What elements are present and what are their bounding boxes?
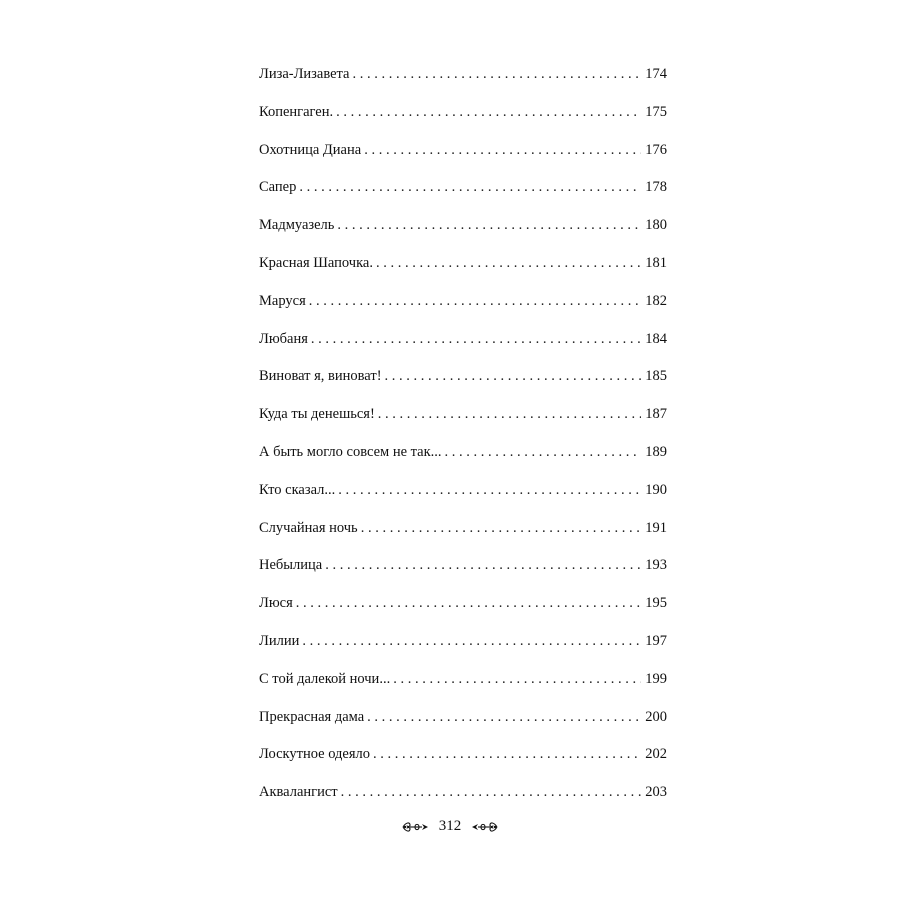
dot-leader bbox=[336, 94, 641, 132]
toc-entry-page: 174 bbox=[645, 66, 667, 82]
toc-entry-page: 191 bbox=[645, 519, 667, 536]
toc-entry-title: Лиза-Лизавета bbox=[259, 66, 350, 82]
toc-entry bbox=[259, 434, 667, 472]
page-number: 312 bbox=[438, 818, 462, 834]
toc-entry bbox=[259, 510, 667, 548]
dot-leader bbox=[445, 434, 642, 472]
toc-entry-title: Куда ты денешься! bbox=[259, 406, 375, 423]
toc-entry-title: Люся bbox=[259, 595, 293, 612]
page-footer bbox=[0, 818, 900, 835]
toc-entry-title: Небылица bbox=[259, 557, 323, 574]
toc-entry bbox=[259, 207, 667, 245]
dot-leader bbox=[378, 396, 641, 434]
toc-entry-page: 195 bbox=[645, 595, 667, 612]
toc-entry bbox=[259, 132, 667, 170]
toc-entry-page: 190 bbox=[645, 481, 667, 498]
toc-entry-page: 182 bbox=[645, 292, 667, 309]
toc-entry-title: А быть могло совсем не так... bbox=[259, 443, 442, 460]
dot-leader bbox=[385, 358, 642, 396]
dot-leader bbox=[361, 510, 642, 548]
toc-entry bbox=[259, 774, 667, 812]
toc-entry-title: Виноват я, виноват! bbox=[259, 368, 382, 385]
toc-entry bbox=[259, 358, 667, 396]
toc-entry bbox=[259, 547, 667, 585]
toc-entry bbox=[259, 169, 667, 207]
right-flourish-icon bbox=[469, 819, 499, 835]
toc-entry-page: 189 bbox=[645, 443, 667, 460]
table-of-contents bbox=[259, 56, 667, 812]
toc-entry bbox=[259, 736, 667, 774]
toc-entry-title: Охотница Диана bbox=[259, 141, 362, 158]
toc-entry-page: 175 bbox=[645, 103, 667, 120]
toc-entry-page: 184 bbox=[645, 330, 667, 347]
dot-leader bbox=[367, 699, 641, 737]
toc-entry bbox=[259, 283, 667, 321]
dot-leader bbox=[373, 736, 641, 774]
toc-entry-page: 185 bbox=[645, 368, 667, 385]
toc-entry bbox=[259, 321, 667, 359]
toc-entry-title: Случайная ночь bbox=[259, 519, 358, 536]
toc-entry-title: Красная Шапочка. bbox=[259, 254, 373, 271]
toc-entry-page: 200 bbox=[645, 708, 667, 725]
dot-leader bbox=[376, 245, 641, 283]
toc-entry bbox=[259, 245, 667, 283]
dot-leader bbox=[302, 623, 641, 661]
toc-entry bbox=[259, 56, 667, 94]
dot-leader bbox=[325, 547, 641, 585]
toc-entry-title: Кто сказал... bbox=[259, 481, 336, 498]
toc-entry-title: Лилии bbox=[259, 632, 300, 649]
toc-entry bbox=[259, 623, 667, 661]
toc-entry-page: 203 bbox=[645, 784, 667, 801]
toc-entry-title: С той далекой ночи... bbox=[259, 670, 391, 687]
toc-entry-page: 176 bbox=[645, 141, 667, 158]
dot-leader bbox=[299, 169, 641, 207]
toc-entry-title: Аквалангист bbox=[259, 784, 338, 801]
dot-leader bbox=[309, 283, 642, 321]
toc-entry bbox=[259, 472, 667, 510]
toc-entry-page: 199 bbox=[645, 670, 667, 687]
toc-entry-page: 193 bbox=[645, 557, 667, 574]
toc-entry-page: 187 bbox=[645, 406, 667, 423]
toc-entry bbox=[259, 396, 667, 434]
toc-entry bbox=[259, 699, 667, 737]
dot-leader bbox=[338, 472, 641, 510]
toc-entry bbox=[259, 661, 667, 699]
toc-entry-title: Лоскутное одеяло bbox=[259, 746, 370, 763]
toc-entry-page: 181 bbox=[645, 254, 667, 271]
dot-leader bbox=[311, 321, 641, 359]
dot-leader bbox=[353, 56, 642, 94]
toc-entry-page: 180 bbox=[645, 217, 667, 234]
dot-leader bbox=[393, 661, 641, 699]
toc-entry-page: 202 bbox=[645, 746, 667, 763]
dot-leader bbox=[364, 132, 641, 170]
left-flourish-icon bbox=[401, 819, 431, 835]
toc-entry-title: Копенгаген. bbox=[259, 103, 334, 120]
toc-entry-title: Любаня bbox=[259, 330, 308, 347]
toc-entry-title: Мадмуазель bbox=[259, 217, 335, 234]
dot-leader bbox=[337, 207, 641, 245]
toc-entry bbox=[259, 94, 667, 132]
dot-leader bbox=[341, 774, 642, 812]
toc-entry-title: Прекрасная дама bbox=[259, 708, 365, 725]
toc-entry-page: 197 bbox=[645, 632, 667, 649]
toc-entry-page: 178 bbox=[645, 179, 667, 196]
dot-leader bbox=[296, 585, 641, 623]
toc-entry-title: Маруся bbox=[259, 292, 306, 309]
toc-entry-title: Сапер bbox=[259, 179, 297, 196]
toc-entry bbox=[259, 585, 667, 623]
